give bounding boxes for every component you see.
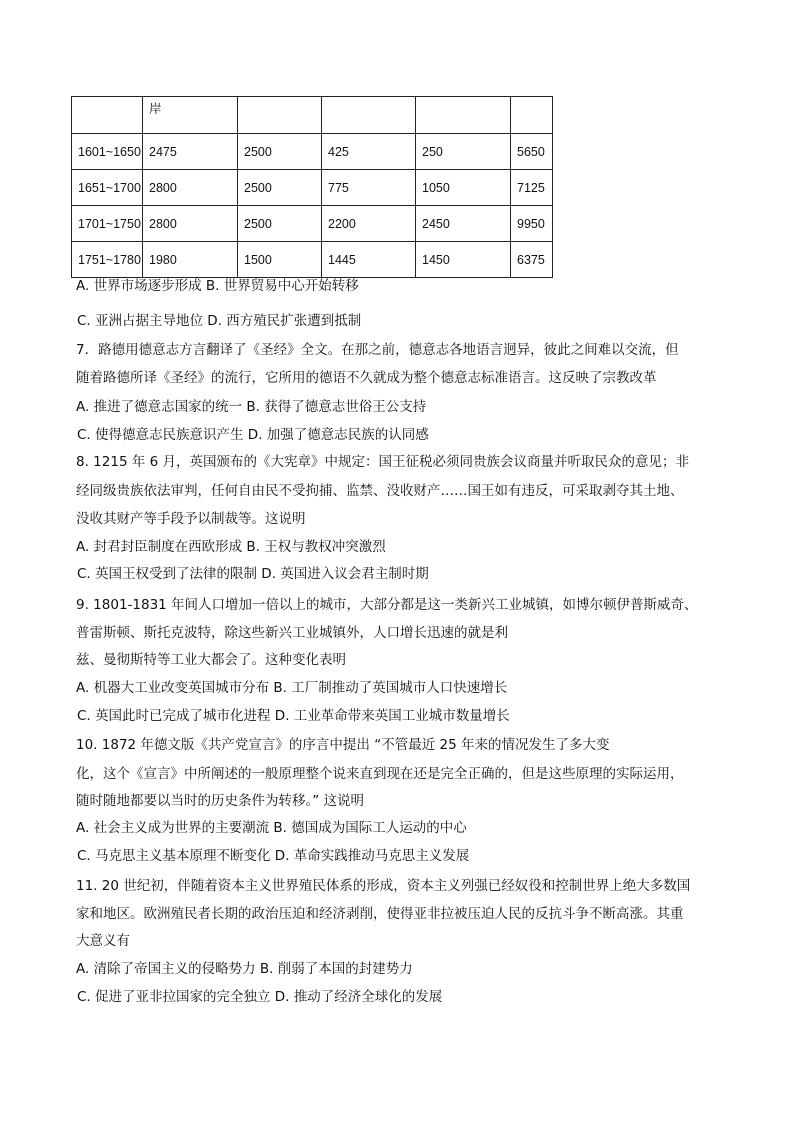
table-cell: 2800 <box>143 206 238 242</box>
q8-options-ab: A. 封君封臣制度在西欧形成 B. 王权与教权冲突激烈 <box>76 539 386 555</box>
table-cell: 1500 <box>238 242 322 278</box>
q11-stem-line2: 家和地区。欧洲殖民者长期的政治压迫和经济剥削，使得亚非拉被压迫人民的反抗斗争不断高涨。其重 <box>76 906 684 922</box>
q9-stem-line1: 9. 1801-1831 年间人口增加一倍以上的城市，大部分都是这一类新兴工业城镇，如博尔顿伊普斯威奇、 <box>76 597 698 613</box>
q8-stem-line1: 8. 1215 年 6 月，英国颁布的《大宪章》中规定：国王征税必须同贵族会议商量并听取民众的意见；非 <box>76 454 689 470</box>
table-cell: 5650 <box>511 134 553 170</box>
table-cell: 1601~1650 <box>72 134 143 170</box>
table-cell: 9950 <box>511 206 553 242</box>
q9-options-cd: C. 英国此时已完成了城市化进程 D. 工业革命带来英国工业城市数量增长 <box>77 708 510 724</box>
table-cell <box>416 97 511 134</box>
q11-options-ab: A. 清除了帝国主义的侵略势力 B. 削弱了本国的封建势力 <box>76 961 413 977</box>
q10-stem-line3: 随时随地都要以当时的历史条件为转移。” 这说明 <box>76 793 365 809</box>
table-cell: 250 <box>416 134 511 170</box>
q9-stem-line3: 兹、曼彻斯特等工业大都会了。这种变化表明 <box>76 652 346 668</box>
table-cell: 岸 <box>143 97 238 134</box>
table-cell: 2475 <box>143 134 238 170</box>
q8-stem-line3: 没收其财产等手段予以制裁等。这说明 <box>76 511 306 527</box>
q10-stem-line2: 化，这个《宣言》中所阐述的一般原理整个说来直到现在还是完全正确的，但是这些原理的实际运用， <box>76 766 684 782</box>
table-header-row <box>72 97 553 134</box>
table-cell: 425 <box>322 134 416 170</box>
q8-stem-line2: 经同级贵族依法审判，任何自由民不受拘捕、监禁、没收财产……国王如有违反，可采取剥夺其土地、 <box>76 483 684 499</box>
q11-stem-line3: 大意义有 <box>76 933 130 949</box>
table-cell: 2500 <box>238 206 322 242</box>
table-cell: 2450 <box>416 206 511 242</box>
q10-options-ab: A. 社会主义成为世界的主要潮流 B. 德国成为国际工人运动的中心 <box>76 820 467 836</box>
trade-data-table <box>71 96 553 278</box>
table-cell <box>322 97 416 134</box>
table-cell: 6375 <box>511 242 553 278</box>
table-cell: 1050 <box>416 170 511 206</box>
table-row <box>72 134 553 170</box>
q9-stem-line2: 普雷斯顿、斯托克波特，除这些新兴工业城镇外，人口增长迅速的就是利 <box>76 625 508 641</box>
q6-options-ab: A. 世界市场逐步形成 B. 世界贸易中心开始转移 <box>76 278 359 294</box>
table-row <box>72 242 553 278</box>
q8-options-cd: C. 英国王权受到了法律的限制 D. 英国进入议会君主制时期 <box>77 566 429 582</box>
table-cell: 1701~1750 <box>72 206 143 242</box>
table-cell <box>511 97 553 134</box>
q7-stem-line2: 随着路德所译《圣经》的流行，它所用的德语不久就成为整个德意志标准语言。这反映了宗教改革 <box>76 370 657 386</box>
table-row <box>72 206 553 242</box>
table-cell: 775 <box>322 170 416 206</box>
table-cell: 2200 <box>322 206 416 242</box>
table-cell: 1445 <box>322 242 416 278</box>
q11-stem-line1: 11. 20 世纪初，伴随着资本主义世界殖民体系的形成，资本主义列强已经奴役和控制世界上绝大多数国 <box>76 878 691 894</box>
q7-options-ab: A. 推进了德意志国家的统一 B. 获得了德意志世俗王公支持 <box>76 399 427 415</box>
table-cell <box>72 97 143 134</box>
table-cell: 2500 <box>238 170 322 206</box>
q6-options-cd: C. 亚洲占据主导地位 D. 西方殖民扩张遭到抵制 <box>77 313 362 329</box>
table-row <box>72 170 553 206</box>
q9-options-ab: A. 机器大工业改变英国城市分布 B. 工厂制推动了英国城市人口快速增长 <box>76 680 508 696</box>
q10-options-cd: C. 马克思主义基本原理不断变化 D. 革命实践推动马克思主义发展 <box>77 848 470 864</box>
table-cell: 1751~1780 <box>72 242 143 278</box>
q7-options-cd: C. 使得德意志民族意识产生 D. 加强了德意志民族的认同感 <box>77 427 429 443</box>
q10-stem-line1: 10. 1872 年德文版《共产党宣言》的序言中提出 “不管最近 25 年来的情况发生了多大变 <box>76 737 610 753</box>
table-cell: 1450 <box>416 242 511 278</box>
table-cell: 7125 <box>511 170 553 206</box>
table-cell: 2800 <box>143 170 238 206</box>
q7-stem-line1: 7．路德用德意志方言翻译了《圣经》全文。在那之前，德意志各地语言迥异，彼此之间难以交流，但 <box>76 342 679 358</box>
table-cell: 2500 <box>238 134 322 170</box>
table-cell <box>238 97 322 134</box>
table-cell: 1980 <box>143 242 238 278</box>
table-cell: 1651~1700 <box>72 170 143 206</box>
q11-options-cd: C. 促进了亚非拉国家的完全独立 D. 推动了经济全球化的发展 <box>77 989 443 1005</box>
